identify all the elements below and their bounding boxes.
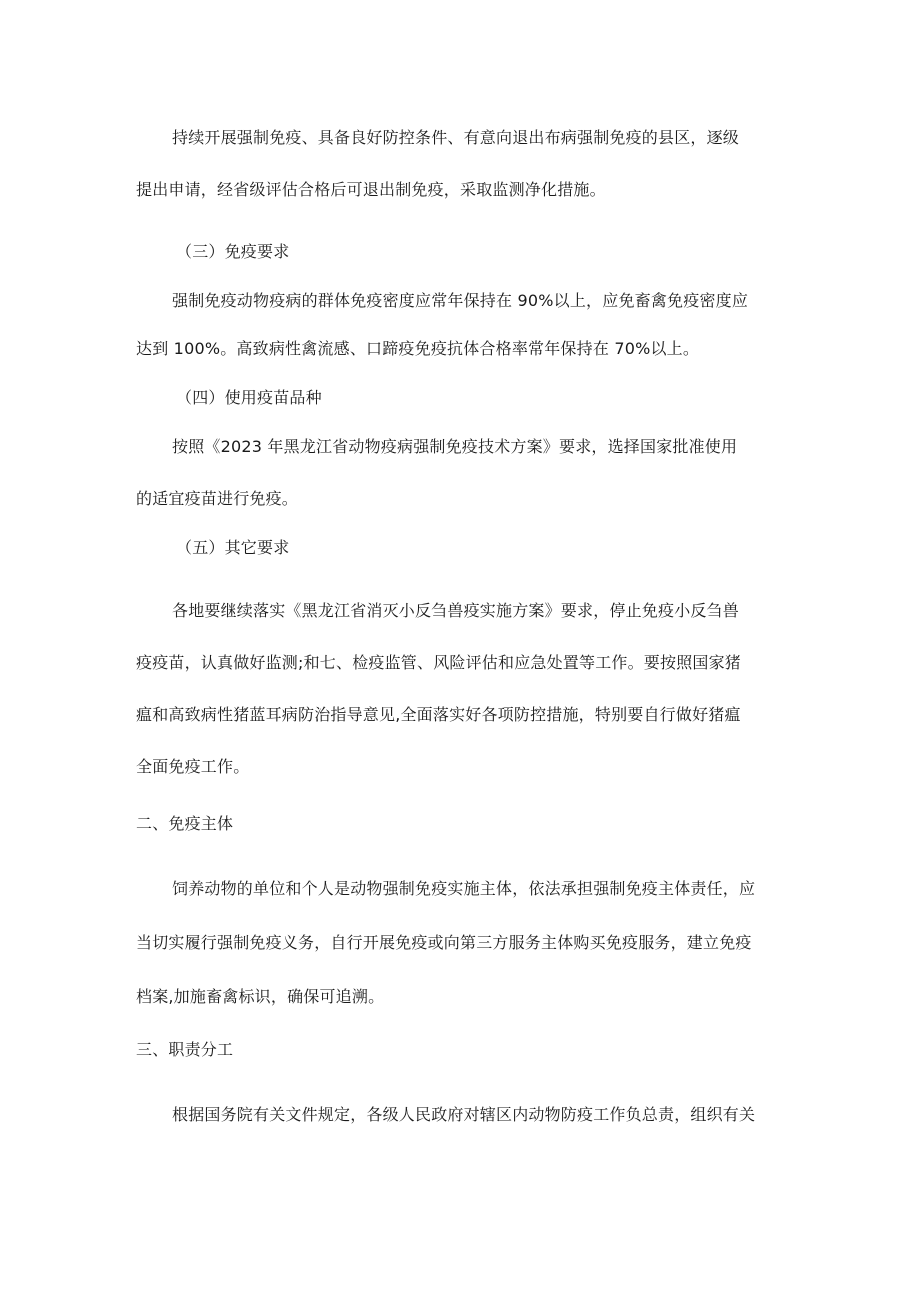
heading-immunization-subject: 二、免疫主体 [136,814,234,833]
text-line: 按照《2023 年黑龙江省动物疫病强制免疫技术方案》要求，选择国家批准使用 [172,437,738,456]
text-line: 全面免疫工作。 [136,757,250,776]
heading-division-of-duties: 三、职责分工 [136,1040,234,1059]
heading-vaccine-varieties: （四）使用疫苗品种 [176,388,322,407]
paragraph-other-requirements [136,600,784,778]
heading-other-requirements: （五）其它要求 [176,538,290,557]
heading-immunization-requirements: （三）免疫要求 [176,242,290,261]
paragraph-county-exit [136,127,784,201]
text-line: 持续开展强制免疫、具备良好防控条件、有意向退出布病强制免疫的县区，逐级 [172,128,740,147]
paragraph-immunization-density [136,290,784,360]
text-line: 强制免疫动物疫病的群体免疫密度应常年保持在 90%以上，应免畜禽免疫密度应 [172,291,749,310]
paragraph-immunization-subject [136,878,784,1008]
text-line: 各地要继续落实《黑龙江省消灭小反刍兽疫实施方案》要求，停止免疫小反刍兽 [172,601,740,620]
text-line: 根据国务院有关文件规定，各级人民政府对辖区内动物防疫工作负总责，组织有关 [172,1105,756,1124]
paragraph-vaccine-selection [136,436,784,510]
text-line: 的适宜疫苗进行免疫。 [136,489,299,508]
text-line: 提出申请，经省级评估合格后可退出制免疫，采取监测净化措施。 [136,180,606,199]
text-line: 饲养动物的单位和个人是动物强制免疫实施主体，依法承担强制免疫主体责任，应 [172,879,756,898]
text-line: 达到 100%。高致病性禽流感、口蹄疫免疫抗体合格率常年保持在 70%以上。 [136,339,700,358]
text-line: 档案,加施畜禽标识，确保可追溯。 [136,987,385,1006]
paragraph-division-of-duties [136,1104,784,1126]
text-line: 当切实履行强制免疫义务，自行开展免疫或向第三方服务主体购买免疫服务，建立免疫 [136,933,752,952]
text-line: 疫疫苗，认真做好监测;和七、检疫监管、风险评估和应急处置等工作。要按照国家猪 [136,653,741,672]
text-line: 瘟和高致病性猪蓝耳病防治指导意见,全面落实好各项防控措施，特别要自行做好猪瘟 [136,705,741,724]
